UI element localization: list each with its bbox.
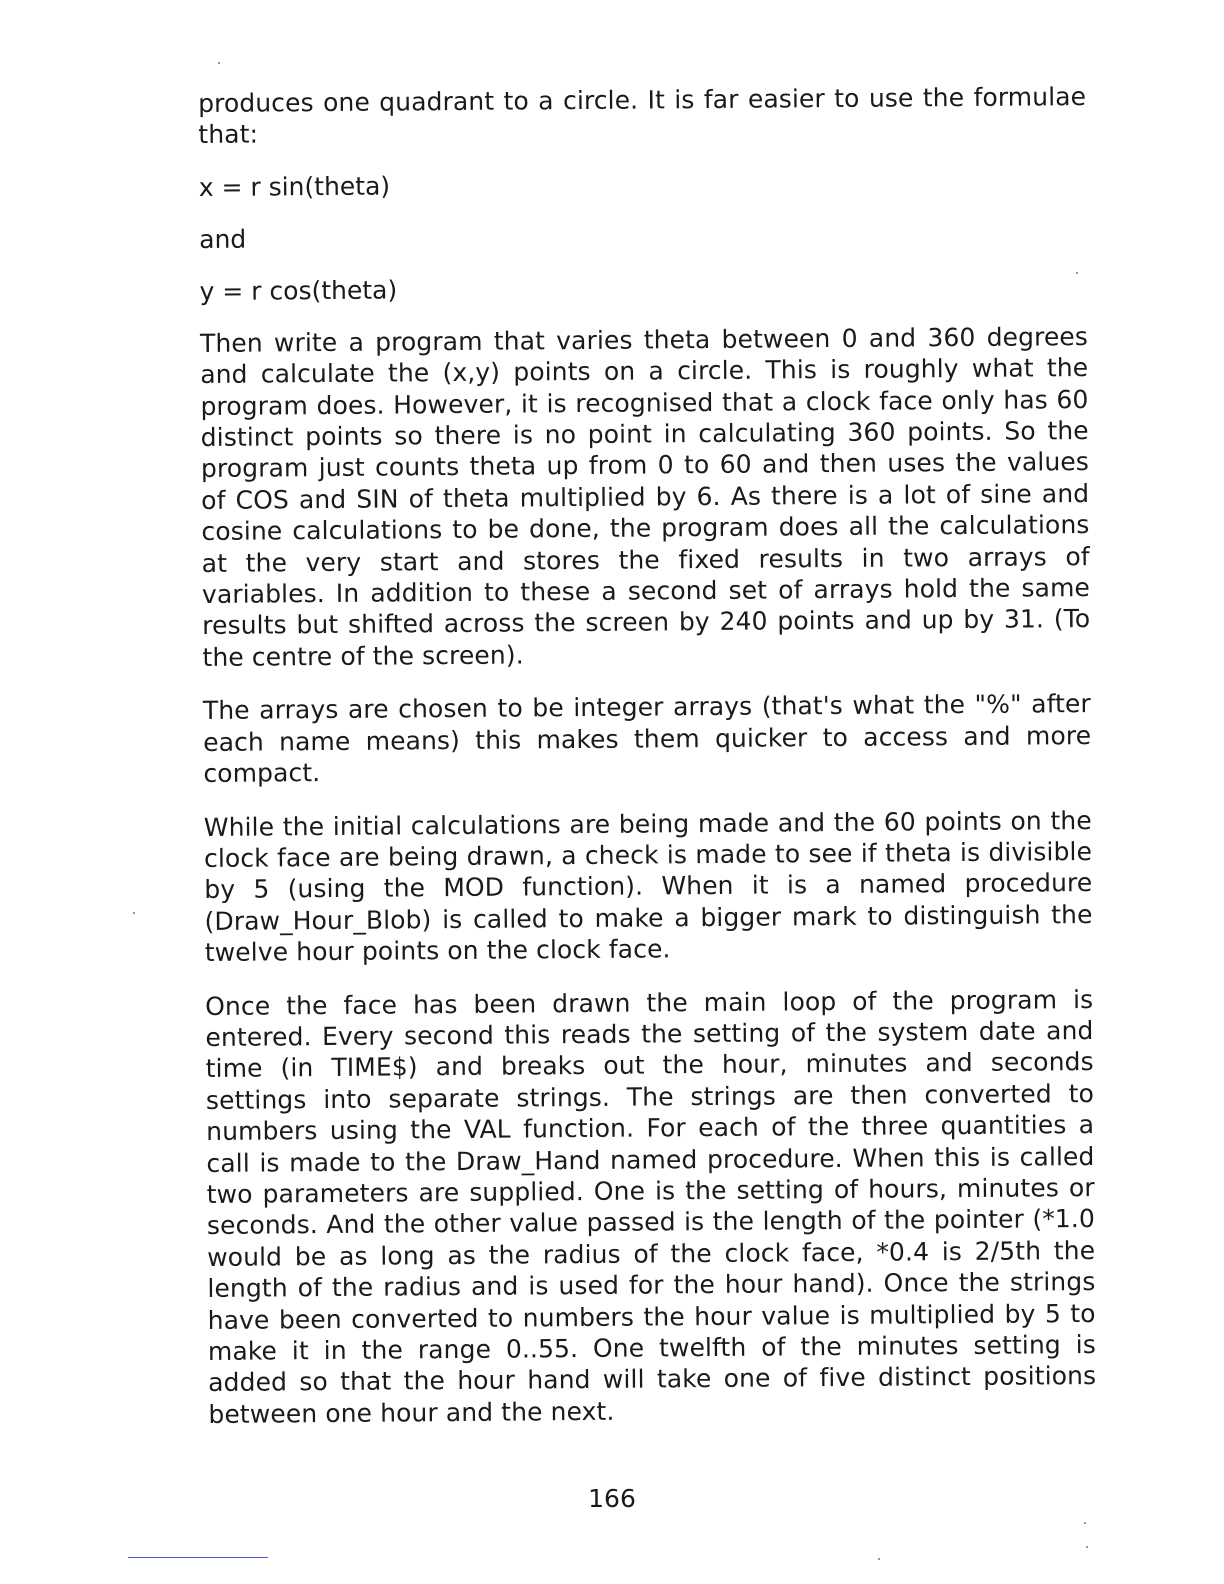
paragraph-main-loop: Once the face has been drawn the main loop of the program is entered. Every second this reads the setting of the system date and time (in TIME$) and breaks out the hour, minutes and seconds settings into separate strings. The strings are then converted to numbers using the VAL function. For each of the three quantities a call is made to the Draw_Hand named procedure. When this is called two parameters are supplied. One is the setting of hours, minutes or seconds. And the other value passed is the length of the pointer (*1.0 would be as long as the radius of the clock face, *0.4 is 2/5th the length of the radius and is used for the hour hand). Once the strings have been converted to numbers the hour value is multiplied by 5 to make it in the range 0..55. One twelfth of the minutes setting is added so that the hour hand will take one of five distinct positions between one hour and the next. [205, 984, 1097, 1429]
scan-speck [1076, 272, 1078, 274]
paragraph-intro: produces one quadrant to a circle. It is far easier to use the formulae that: [198, 82, 1087, 150]
paragraph-initial-calculations: While the initial calculations are being made and the 60 points on the clock face are being drawn, a check is made to see if theta is divisible by 5 (using the MOD function). When it is a named procedure (Draw_Hour_Blob) is called to make a bigger mark to distinguish the twelve hour points on the clock face. [203, 805, 1093, 968]
conjunction-and: and [199, 224, 247, 254]
scan-speck [1084, 1522, 1086, 1524]
scan-speck [133, 912, 135, 914]
paragraph-arrays: The arrays are chosen to be integer arrays (that's what the "%" after each name means) this makes them quicker to access and more compact. [202, 689, 1092, 789]
page-number: 166 [588, 1484, 636, 1513]
paragraph-program: Then write a program that varies theta between 0 and 360 degrees and calculate the (x,y) points on a circle. This is roughly what the program does. However, it is recognised that a clock face only has 60 distinct points so there is no point in calculating 360 points. So the program just counts theta up from 0 to 60 and then uses the values of COS and SIN of theta multiplied by 6. As there is a lot of sine and cosine calculations to be done, the program does all the calculations at the very start and stores the fixed results in two arrays of variables. In addition to these a second set of arrays hold the same results but shifted across the screen by 240 points and up by 31. (To the centre of the screen). [199, 321, 1091, 672]
formula-y: y = r cos(theta) [199, 275, 398, 306]
scan-speck [1086, 1546, 1088, 1548]
scan-speck [218, 62, 220, 64]
scan-speck [878, 1558, 880, 1560]
body-text [198, 81, 1097, 1430]
scan-rule-line [128, 1557, 268, 1558]
formula-x: x = r sin(theta) [198, 171, 391, 202]
